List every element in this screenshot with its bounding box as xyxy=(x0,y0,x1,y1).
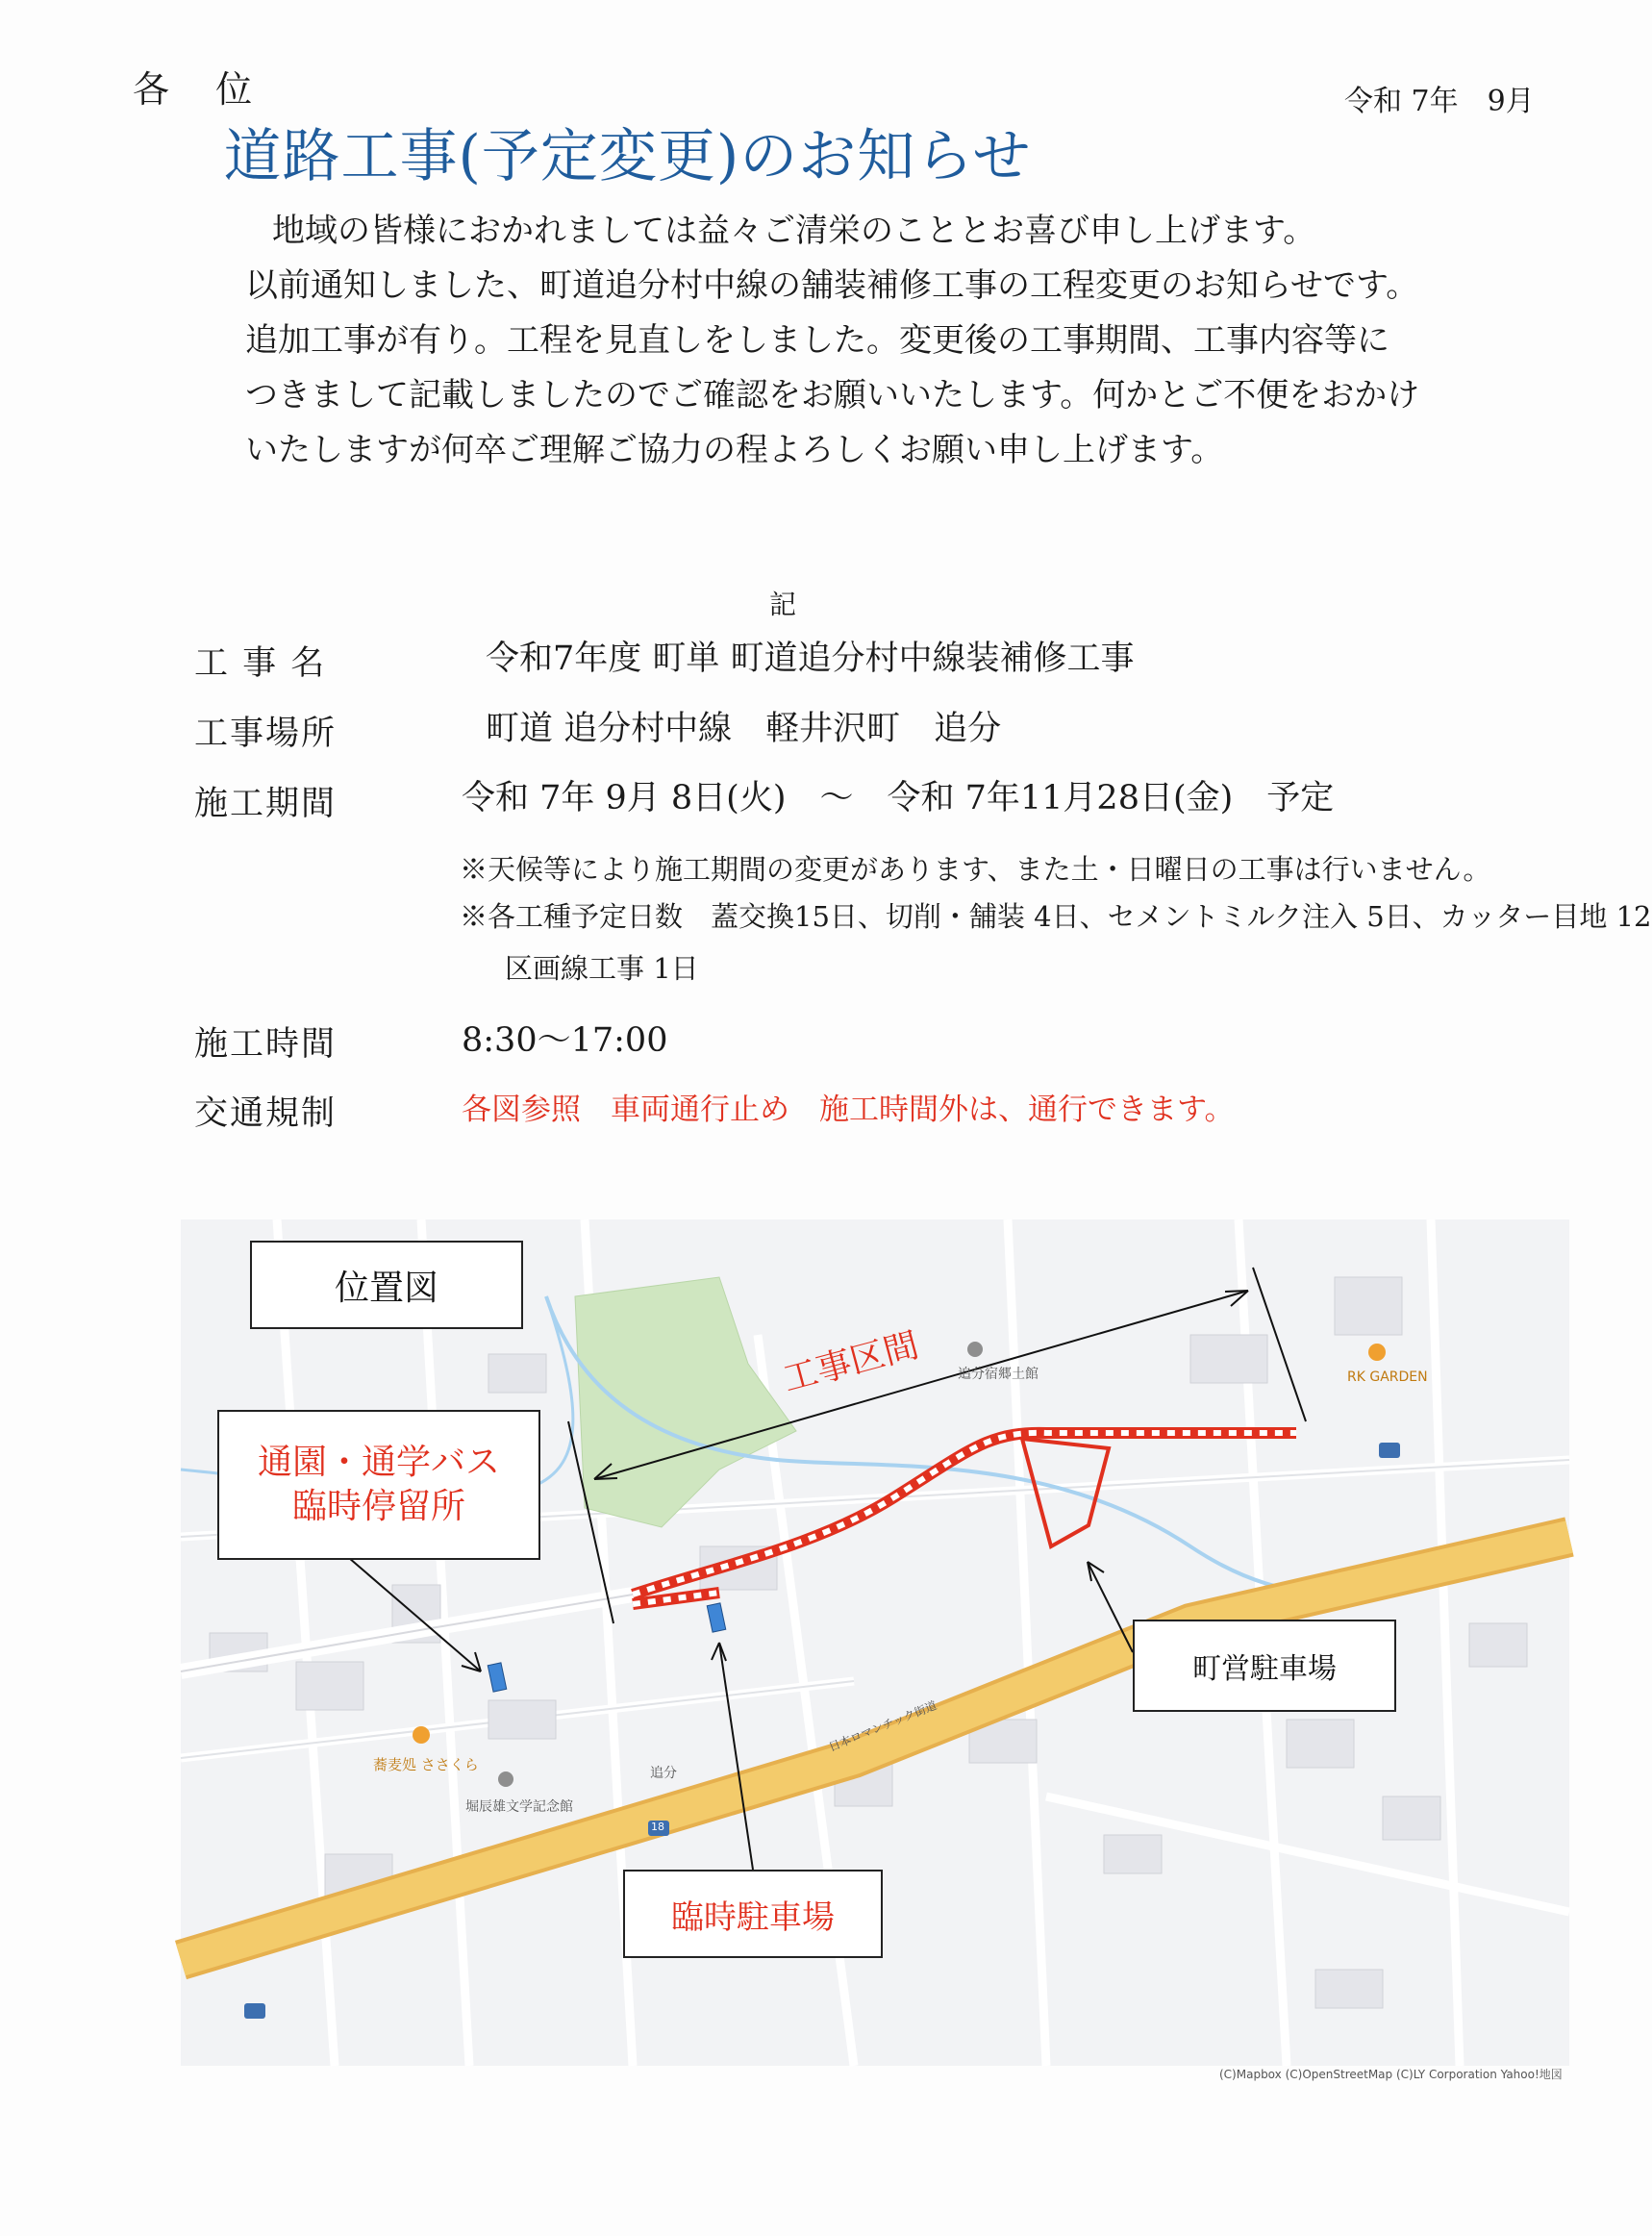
period-note-lines: 区画線工事 1日 xyxy=(505,952,699,985)
work-place-value: 町道 追分村中線 軽井沢町 追分 xyxy=(486,710,1002,748)
work-name-label: 工 事 名 xyxy=(194,644,327,683)
traffic-control-value: 各図参照 車両通行止め 施工時間外は、通行できます。 xyxy=(462,1093,1235,1127)
notice-date: 令和 7年 9月 xyxy=(1344,85,1535,118)
intro-line: 以前通知しました、町道追分村中線の舗装補修工事の工程変更のお知らせです。 xyxy=(245,266,1419,305)
map-label-rk-garden: RK GARDEN xyxy=(1347,1369,1428,1385)
location-map xyxy=(181,1219,1569,2081)
work-hours-value: 8:30～17:00 xyxy=(462,1021,668,1060)
page-title: 道路工事(予定変更)のお知らせ xyxy=(223,123,1032,190)
intro-line: 地域の皆様におかれましては益々ご清栄のこととお喜び申し上げます。 xyxy=(272,212,1316,250)
traffic-control-label: 交通規制 xyxy=(194,1094,338,1133)
construction-section-label: 工事区間 xyxy=(779,1325,923,1400)
ki-heading: 記 xyxy=(769,589,797,620)
map-attribution: (C)Mapbox (C)OpenStreetMap (C)LY Corporation Yahoo!地図 xyxy=(1219,2068,1563,2081)
intro-line: 追加工事が有り。工程を見直しをしました。変更後の工事期間、工事内容等に xyxy=(245,321,1389,360)
map-label-road-name: 日本ロマンチック街道 xyxy=(826,1698,939,1754)
location-map-title: 位置図 xyxy=(250,1241,523,1329)
work-name-value: 令和7年度 町単 町道追分村中線装補修工事 xyxy=(486,640,1135,678)
work-hours-label: 施工時間 xyxy=(194,1025,338,1064)
bus-stop-line1: 通園・通学バス xyxy=(257,1443,500,1482)
intro-paragraph xyxy=(245,204,1563,478)
temporary-parking-callout: 臨時駐車場 xyxy=(623,1870,883,1958)
map-label-folk-museum: 追分宿郷土館 xyxy=(958,1367,1039,1382)
period-note-weather: ※天候等により施工期間の変更があります、また土・日曜日の工事は行いません。 xyxy=(460,853,1491,886)
recipients: 各 位 xyxy=(133,68,270,111)
work-period-value: 令和 7年 9月 8日(火) ～ 令和 7年11月28日(金) 予定 xyxy=(462,779,1335,817)
intro-line: いたしますが何卒ご理解ご協力の程よろしくお願い申し上げます。 xyxy=(245,431,1224,469)
intro-line: つきまして記載しましたのでご確認をお願いいたします。何かとご不便をおかけ xyxy=(245,376,1420,415)
map-label-cafe: 蕎麦処 ささくら xyxy=(373,1756,479,1773)
town-parking-callout: 町営駐車場 xyxy=(1133,1620,1396,1712)
work-place-label: 工事場所 xyxy=(194,715,338,753)
map-label-oiwake: 追分 xyxy=(650,1766,677,1781)
route-18-shield: 18 xyxy=(651,1821,664,1833)
bus-stop-callout xyxy=(217,1410,540,1560)
work-period-label: 施工期間 xyxy=(194,785,338,823)
period-note-days: ※各工種予定日数 蓋交換15日、切削・舗装 4日、セメントミルク注入 5日、カッター目地 12 xyxy=(460,900,1652,933)
bus-stop-line2: 臨時停留所 xyxy=(291,1487,465,1526)
map-label-literature-museum: 堀辰雄文学記念館 xyxy=(465,1799,573,1815)
